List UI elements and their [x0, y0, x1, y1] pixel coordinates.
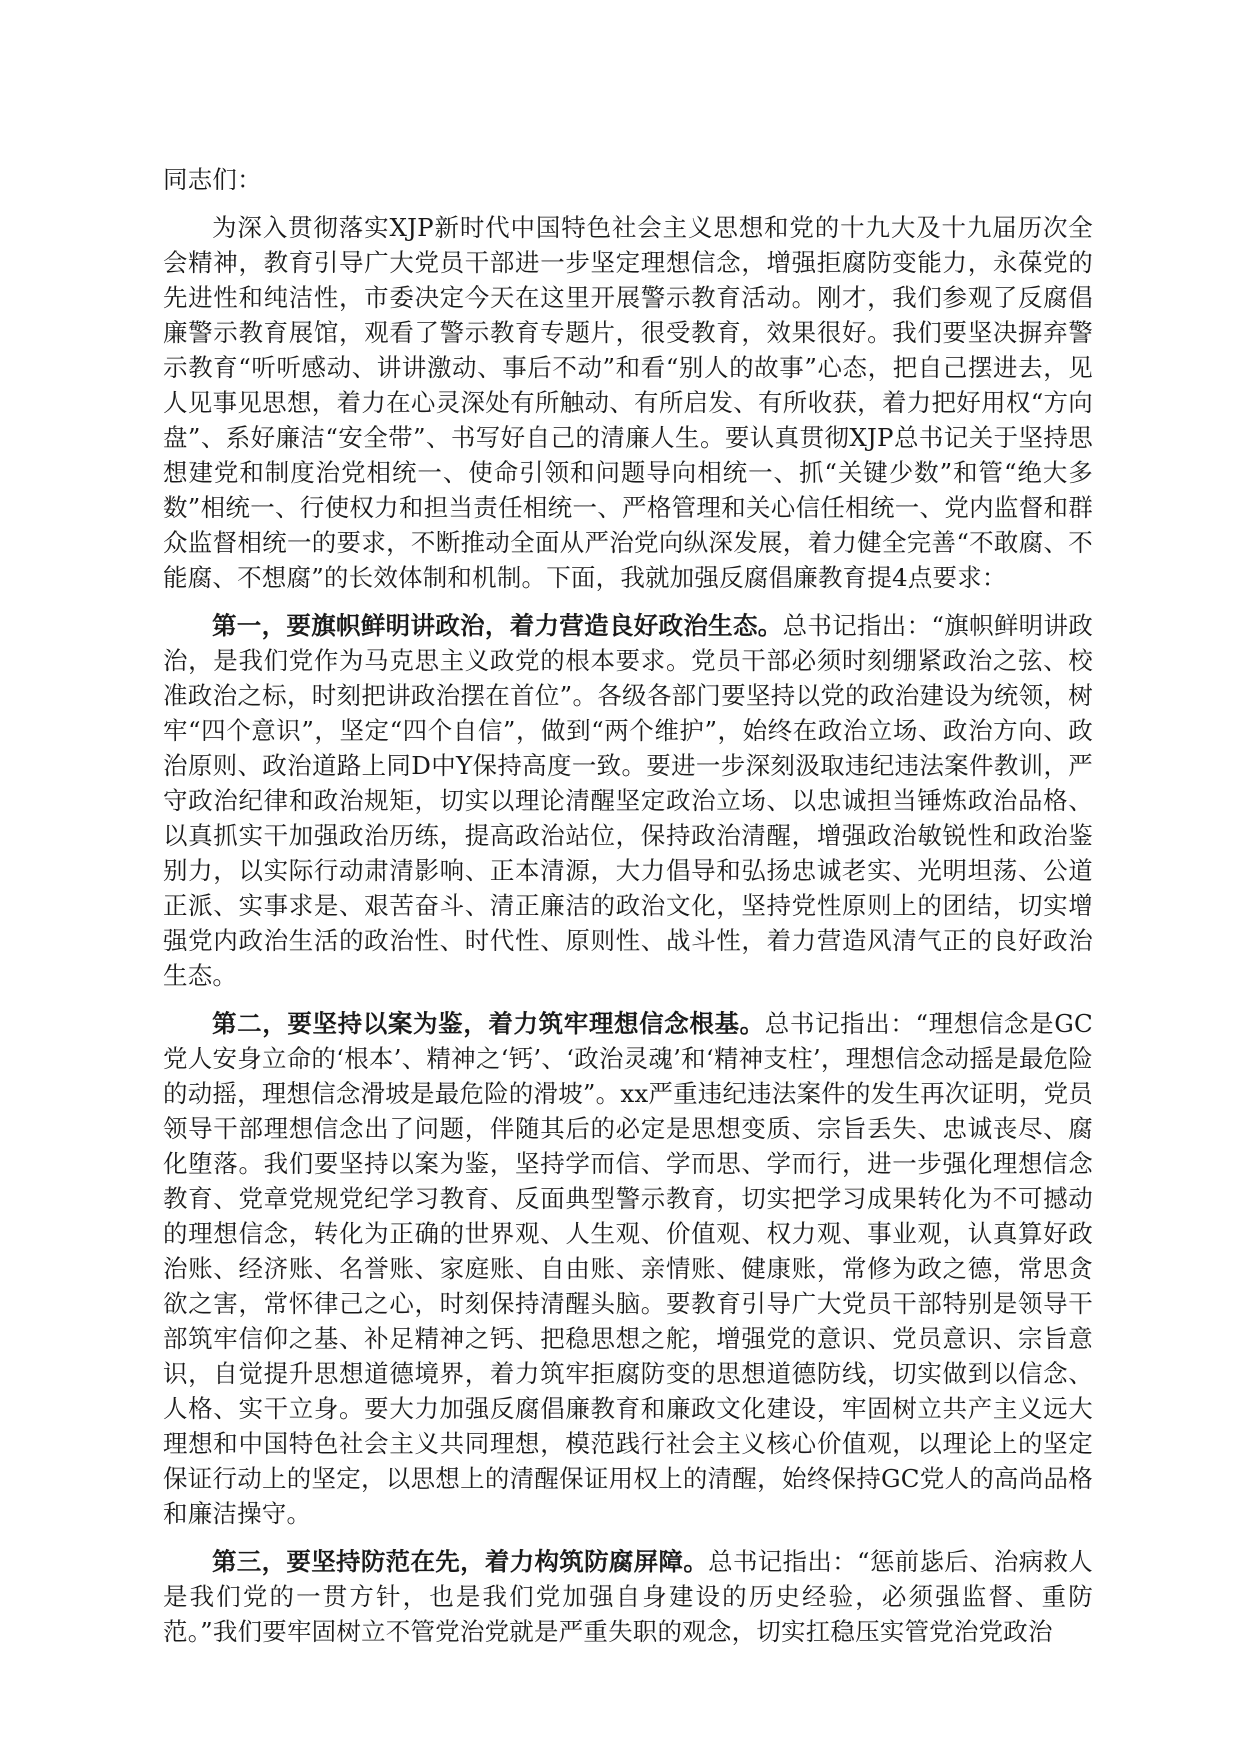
paragraph-text: 为深入贯彻落实XJP新时代中国特色社会主义思想和党的十九大及十九届历次全会精神，教育引导广大党员干部进一步坚定理想信念，增强拒腐防变能力，永葆党的先进性和纯洁性，市委决定今天在这里开展警示教育活动。刚才，我们参观了反腐倡廉警示教育展馆，观看了警示教育专题片，很受教育，效果很好。我们要坚决摒弃警示教育“听听感动、讲讲激动、事后不动”和看“别人的故事”心态，把自己摆进去，见人见事见思想，着力在心灵深处有所触动、有所启发、有所收获，着力把好用权“方向盘”、系好廉洁“安全带”、书写好自己的清廉人生。要认真贯彻XJP总书记关于坚持思想建党和制度治党相统一、使命引领和问题导向相统一、抓“关键少数”和管“绝大多数”相统一、行使权力和担当责任相统一、严格管理和关心信任相统一、党内监督和群众监督相统一的要求，不断推动全面从严治党向纵深发展，着力健全完善“不敢腐、不能腐、不想腐”的长效体制和机制。下面，我就加强反腐倡廉教育提4点要求：: [163, 213, 1093, 592]
point-three-heading: 第三，要坚持防范在先，着力构筑防腐屏障。: [212, 1547, 709, 1576]
point-two-paragraph: [163, 1006, 1093, 1531]
paragraph-text: 总书记指出：“惩前毖后、治病救人是我们党的一贯方针，也是我们党加强自身建设的历史经验，必须强监督、重防范。”我们要牢固树立不管党治党就是严重失职的观念，切实扛稳压实管党治党政治: [163, 1547, 1093, 1646]
paragraph-text: 总书记指出：“理想信念是GC党人安身立命的‘根本’、精神之‘钙’、‘政治灵魂’和‘精神支柱’，理想信念动摇是最危险的动摇，理想信念滑坡是最危险的滑坡”。xx严重违纪违法案件的发生再次证明，党员领导干部理想信念出了问题，伴随其后的必定是思想变质、宗旨丢失、忠诚丧尽、腐化堕落。我们要坚持以案为鉴，坚持学而信、学而思、学而行，进一步强化理想信念教育、党章党规党纪学习教育、反面典型警示教育，切实把学习成果转化为不可撼动的理想信念，转化为正确的世界观、人生观、价值观、权力观、事业观，认真算好政治账、经济账、名誉账、家庭账、自由账、亲情账、健康账，常修为政之德，常思贪欲之害，常怀律己之心，时刻保持清醒头脑。要教育引导广大党员干部特别是领导干部筑牢信仰之基、补足精神之钙、把稳思想之舵，增强党的意识、党员意识、宗旨意识，自觉提升思想道德境界，着力筑牢拒腐防变的思想道德防线，切实做到以信念、人格、实干立身。要大力加强反腐倡廉教育和廉政文化建设，牢固树立共产主义远大理想和中国特色社会主义共同理想，模范践行社会主义核心价值观，以理论上的坚定保证行动上的坚定，以思想上的清醒保证用权上的清醒，始终保持GC党人的高尚品格和廉洁操守。: [163, 1009, 1093, 1528]
document-page: [163, 162, 1093, 1662]
point-one-paragraph: [163, 608, 1093, 993]
intro-paragraph: [163, 210, 1093, 595]
greeting: 同志们：: [163, 165, 262, 194]
point-three-paragraph: [163, 1544, 1093, 1649]
paragraph-text: 总书记指出：“旗帜鲜明讲政治，是我们党作为马克思主义政党的根本要求。党员干部必须时刻绷紧政治之弦、校准政治之标，时刻把讲政治摆在首位”。各级各部门要坚持以党的政治建设为统领，树牢“四个意识”，坚定“四个自信”，做到“两个维护”，始终在政治立场、政治方向、政治原则、政治道路上同D中Y保持高度一致。要进一步深刻汲取违纪违法案件教训，严守政治纪律和政治规矩，切实以理论清醒坚定政治立场、以忠诚担当锤炼政治品格、以真抓实干加强政治历练，提高政治站位，保持政治清醒，增强政治敏锐性和政治鉴别力，以实际行动肃清影响、正本清源，大力倡导和弘扬忠诚老实、光明坦荡、公道正派、实事求是、艰苦奋斗、清正廉洁的政治文化，坚持党性原则上的团结，切实增强党内政治生活的政治性、时代性、原则性、战斗性，着力营造风清气正的良好政治生态。: [163, 611, 1093, 990]
point-two-heading: 第二，要坚持以案为鉴，着力筑牢理想信念根基。: [212, 1009, 765, 1038]
point-one-heading: 第一，要旗帜鲜明讲政治，着力营造良好政治生态。: [212, 611, 783, 640]
